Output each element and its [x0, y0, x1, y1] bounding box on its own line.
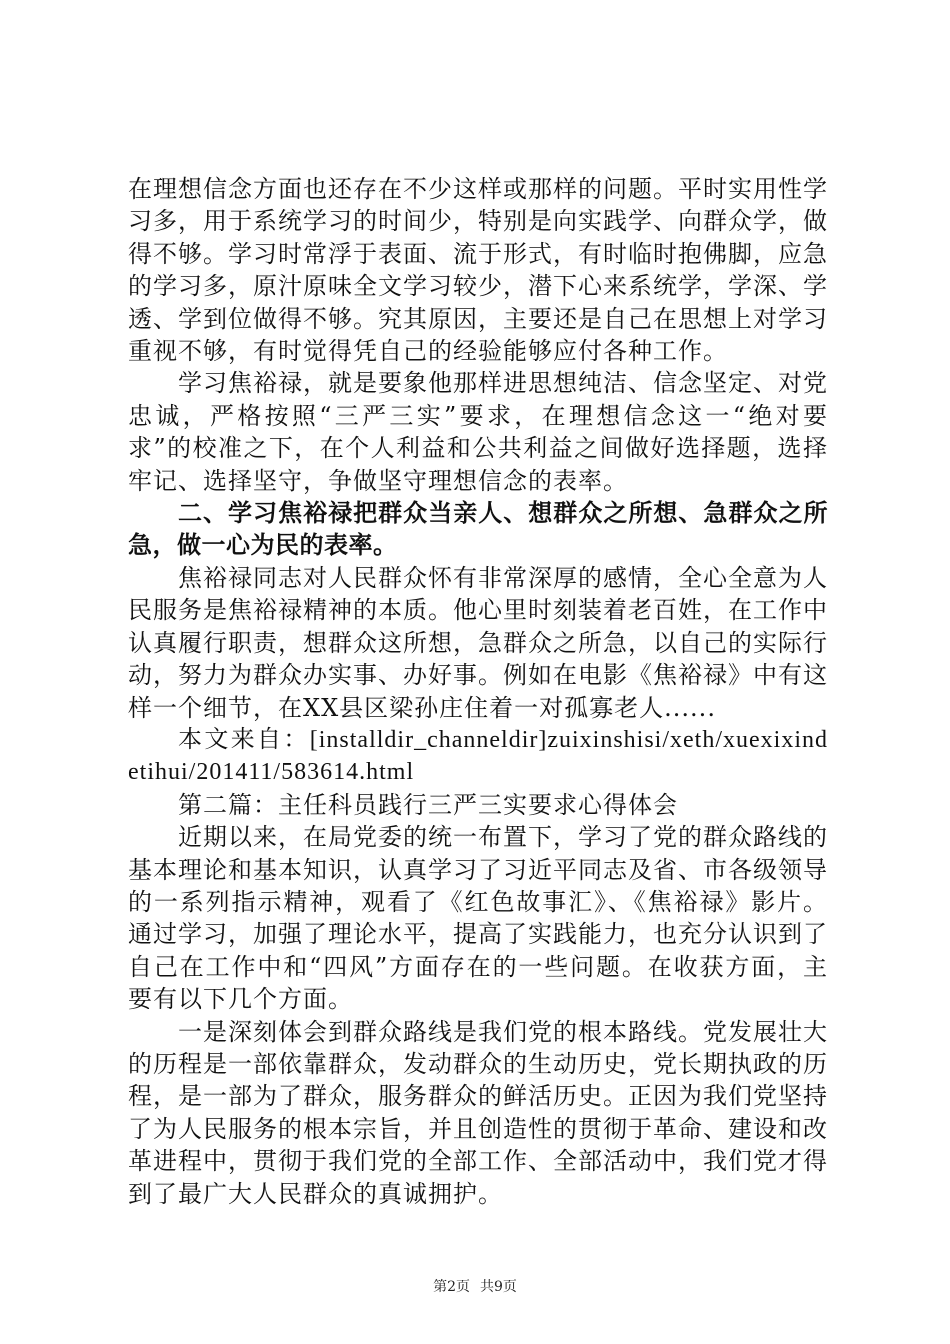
- paragraph: 一是深刻体会到群众路线是我们党的根本路线。党发展壮大的历程是一部依靠群众，发动群众的生动历史，党长期执政的历程，是一部为了群众，服务群众的鲜活历史。正因为我们党坚持了为人民服务的根本宗旨，并且创造性的贯彻于革命、建设和改革进程中，贯彻于我们党的全部工作、全部活动中，我们党才得到了最广大人民群众的真诚拥护。: [128, 1017, 828, 1208]
- paragraph: 在理想信念方面也还存在不少这样或那样的问题。平时实用性学习多，用于系统学习的时间少，特别是向实践学、向群众学，做得不够。学习时常浮于表面、流于形式，有时临时抱佛脚，应急的学习多，原汁原味全文学习较少，潜下心来系统学，学深、学透、学到位做得不够。究其原因，主要还是自己在思想上对学习重视不够，有时觉得凭自己的经验能够应付各种工作。: [128, 175, 828, 366]
- paragraph: 学习焦裕禄，就是要象他那样进思想纯洁、信念坚定、对党忠诚，严格按照“三严三实”要求，在理想信念这一“绝对要求”的校准之下，在个人利益和公共利益之间做好选择题，选择牢记、选择坚守，争做坚守理想信念的表率。: [128, 369, 828, 495]
- source-line: 本文来自：[installdir_channeldir]zuixinshisi/xeth/xuexixindetihui/201411/583614.html: [128, 726, 828, 786]
- section-heading: 二、学习焦裕禄把群众当亲人、想群众之所想、急群众之所急，做一心为民的表率。: [128, 499, 828, 560]
- paragraph: 近期以来，在局党委的统一布置下，学习了党的群众路线的基本理论和基本知识，认真学习了习近平同志及省、市各级领导的一系列指示精神，观看了《红色故事汇》、《焦裕禄》影片。通过学习，加强了理论水平，提高了实践能力，也充分认识到了自己在工作中和“四风”方面存在的一些问题。在收获方面，主要有以下几个方面。: [128, 823, 828, 1014]
- page-total: 共9页: [480, 1279, 517, 1295]
- page-footer: [0, 1276, 950, 1296]
- paragraph: 焦裕禄同志对人民群众怀有非常深厚的感情，全心全意为人民服务是焦裕禄精神的本质。他心里时刻装着老百姓，在工作中认真履行职责，想群众这所想，急群众之所急，以自己的实际行动，努力为群众办实事、办好事。例如在电影《焦裕禄》中有这样一个细节，在XX县区梁孙庄住着一对孤寡老人......: [128, 563, 828, 722]
- chapter-title: 第二篇：主任科员践行三严三实要求心得体会: [178, 790, 678, 819]
- document-body: [128, 173, 828, 1210]
- page-number: 第2页: [433, 1279, 470, 1295]
